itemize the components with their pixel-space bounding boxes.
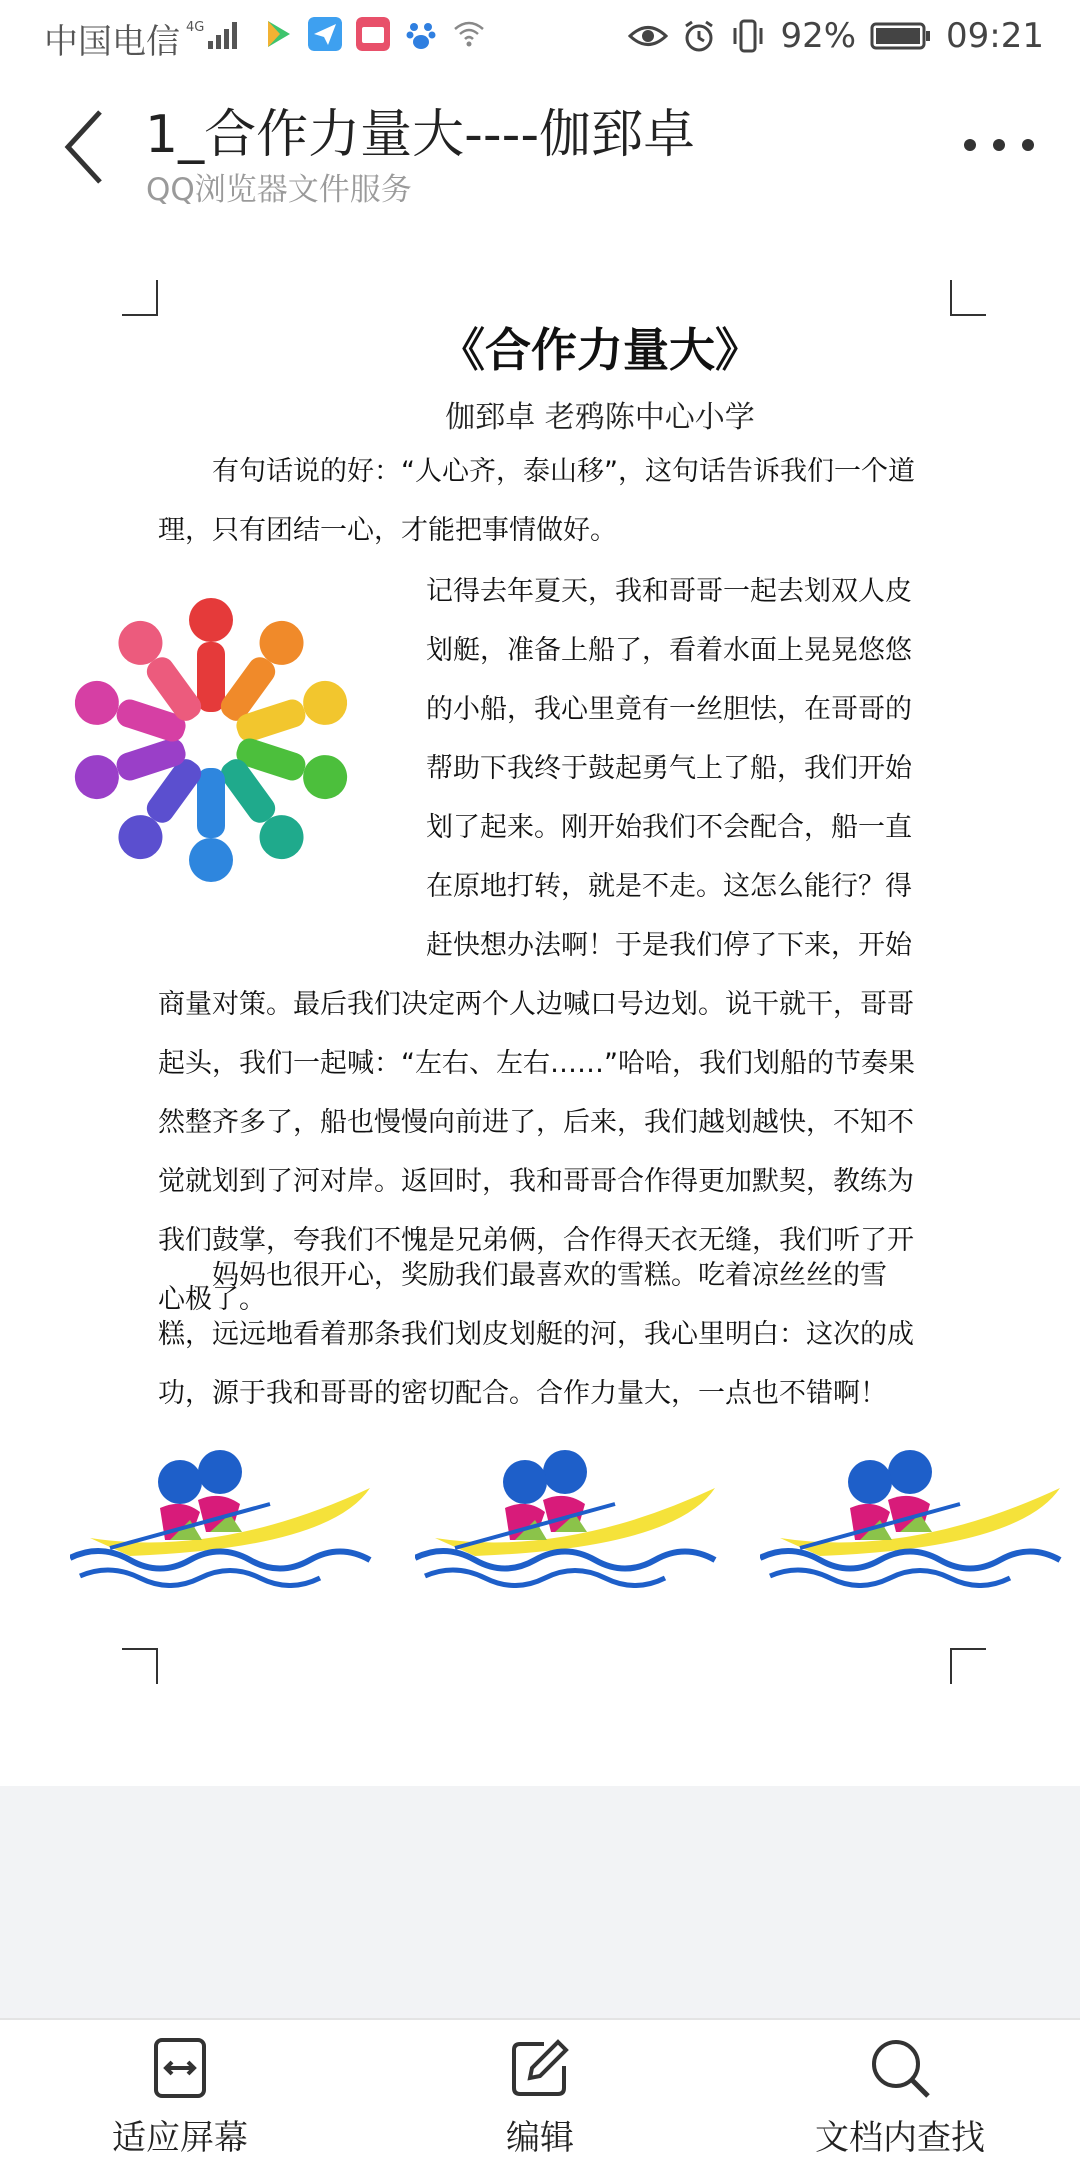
paragraph-1: 有句话说的好：“人心齐，泰山移”，这句话告诉我们一个道理，只有团结一心，才能把事情做好。	[158, 456, 915, 546]
kayak-illustration	[760, 1428, 1070, 1588]
document-page	[0, 216, 1080, 1786]
notification-icons	[186, 14, 486, 54]
edit-label: 编辑	[506, 2118, 574, 2158]
figure-red	[189, 598, 233, 712]
more-dot-icon	[993, 139, 1005, 151]
page-corner-mark	[122, 1648, 158, 1684]
paragraph-2-text: 记得去年夏天，我和哥哥一起去划双人皮划艇，准备上船了，看着水面上晃晃悠悠的小船，我心里竟有一丝胆怯，在哥哥的帮助下我终于鼓起勇气上了船，我们开始划了起来。刚开始我们不会配合，船一直在原地打转，就是不走。这怎么能行？得赶快想办法啊！于是我们停了下来，开始商量对策。最后我们决定两个人边喊口号边划。说干就干，哥哥起头，我们一起喊：“左右、左右……”哈哈，我们划船的节奏果然整齐多了，船也慢慢向前进了，后来，我们越划越快，不知不觉就划到了河对岸。返回时，我和哥哥合作得更加默契，教练为我们鼓掌，夸我们不愧是兄弟俩，合作得天衣无缝，我们听了开心极了。	[158, 576, 915, 1315]
edit-button[interactable]	[400, 2030, 680, 2160]
more-options-button[interactable]	[964, 130, 1034, 160]
baidu-app-icon	[404, 17, 438, 51]
calendar-app-icon	[356, 17, 390, 51]
document-source: QQ浏览器文件服务	[146, 172, 412, 208]
teamwork-figures-image	[66, 562, 356, 917]
wifi-icon	[452, 17, 486, 51]
carrier-name: 中国电信	[44, 22, 180, 62]
find-in-document-button[interactable]	[760, 2030, 1040, 2160]
edit-icon	[508, 2036, 572, 2100]
video-app-icon	[260, 17, 294, 51]
kayak-illustrations	[70, 1428, 1070, 1588]
battery-icon	[870, 21, 932, 51]
battery-percent: 92%	[780, 16, 857, 56]
status-bar	[0, 0, 1080, 72]
kayak-illustration	[70, 1428, 380, 1588]
kayak-illustration	[415, 1428, 725, 1588]
back-button[interactable]	[56, 102, 126, 192]
vibrate-icon	[730, 18, 766, 54]
figure-blue	[189, 768, 233, 882]
document-title: 1_合作力量大----伽郅卓	[145, 105, 696, 165]
more-dot-icon	[1022, 139, 1034, 151]
more-dot-icon	[964, 139, 976, 151]
back-arrow-icon	[56, 102, 116, 192]
fit-screen-icon	[148, 2036, 212, 2100]
signal-icon	[186, 17, 246, 51]
fit-screen-label: 适应屏幕	[112, 2118, 248, 2158]
eye-comfort-icon	[628, 21, 668, 51]
page-corner-mark	[950, 1648, 986, 1684]
alarm-icon	[682, 19, 716, 53]
page-corner-mark	[122, 280, 158, 316]
send-app-icon	[308, 17, 342, 51]
search-icon	[868, 2036, 932, 2100]
essay-author: 伽郅卓 老鸦陈中心小学	[445, 400, 755, 435]
paragraph-3: 妈妈也很开心，奖励我们最喜欢的雪糕。吃着凉丝丝的雪糕，远远地看着那条我们划皮划艇的河，我心里明白：这次的成功，源于我和哥哥的密切配合。合作力量大，一点也不错啊！	[158, 1260, 914, 1409]
essay-title: 《合作力量大》	[439, 323, 761, 377]
page-background	[0, 1786, 1080, 2018]
svg-text:4G: 4G	[186, 20, 205, 35]
fit-screen-button[interactable]	[40, 2030, 320, 2160]
page-corner-mark	[950, 280, 986, 316]
bottom-toolbar	[0, 2018, 1080, 2162]
find-label: 文档内查找	[815, 2118, 985, 2158]
app-bar	[0, 72, 1080, 218]
clock-time: 09:21	[946, 16, 1044, 56]
status-right	[628, 14, 1044, 58]
paragraph-2	[158, 562, 938, 1329]
